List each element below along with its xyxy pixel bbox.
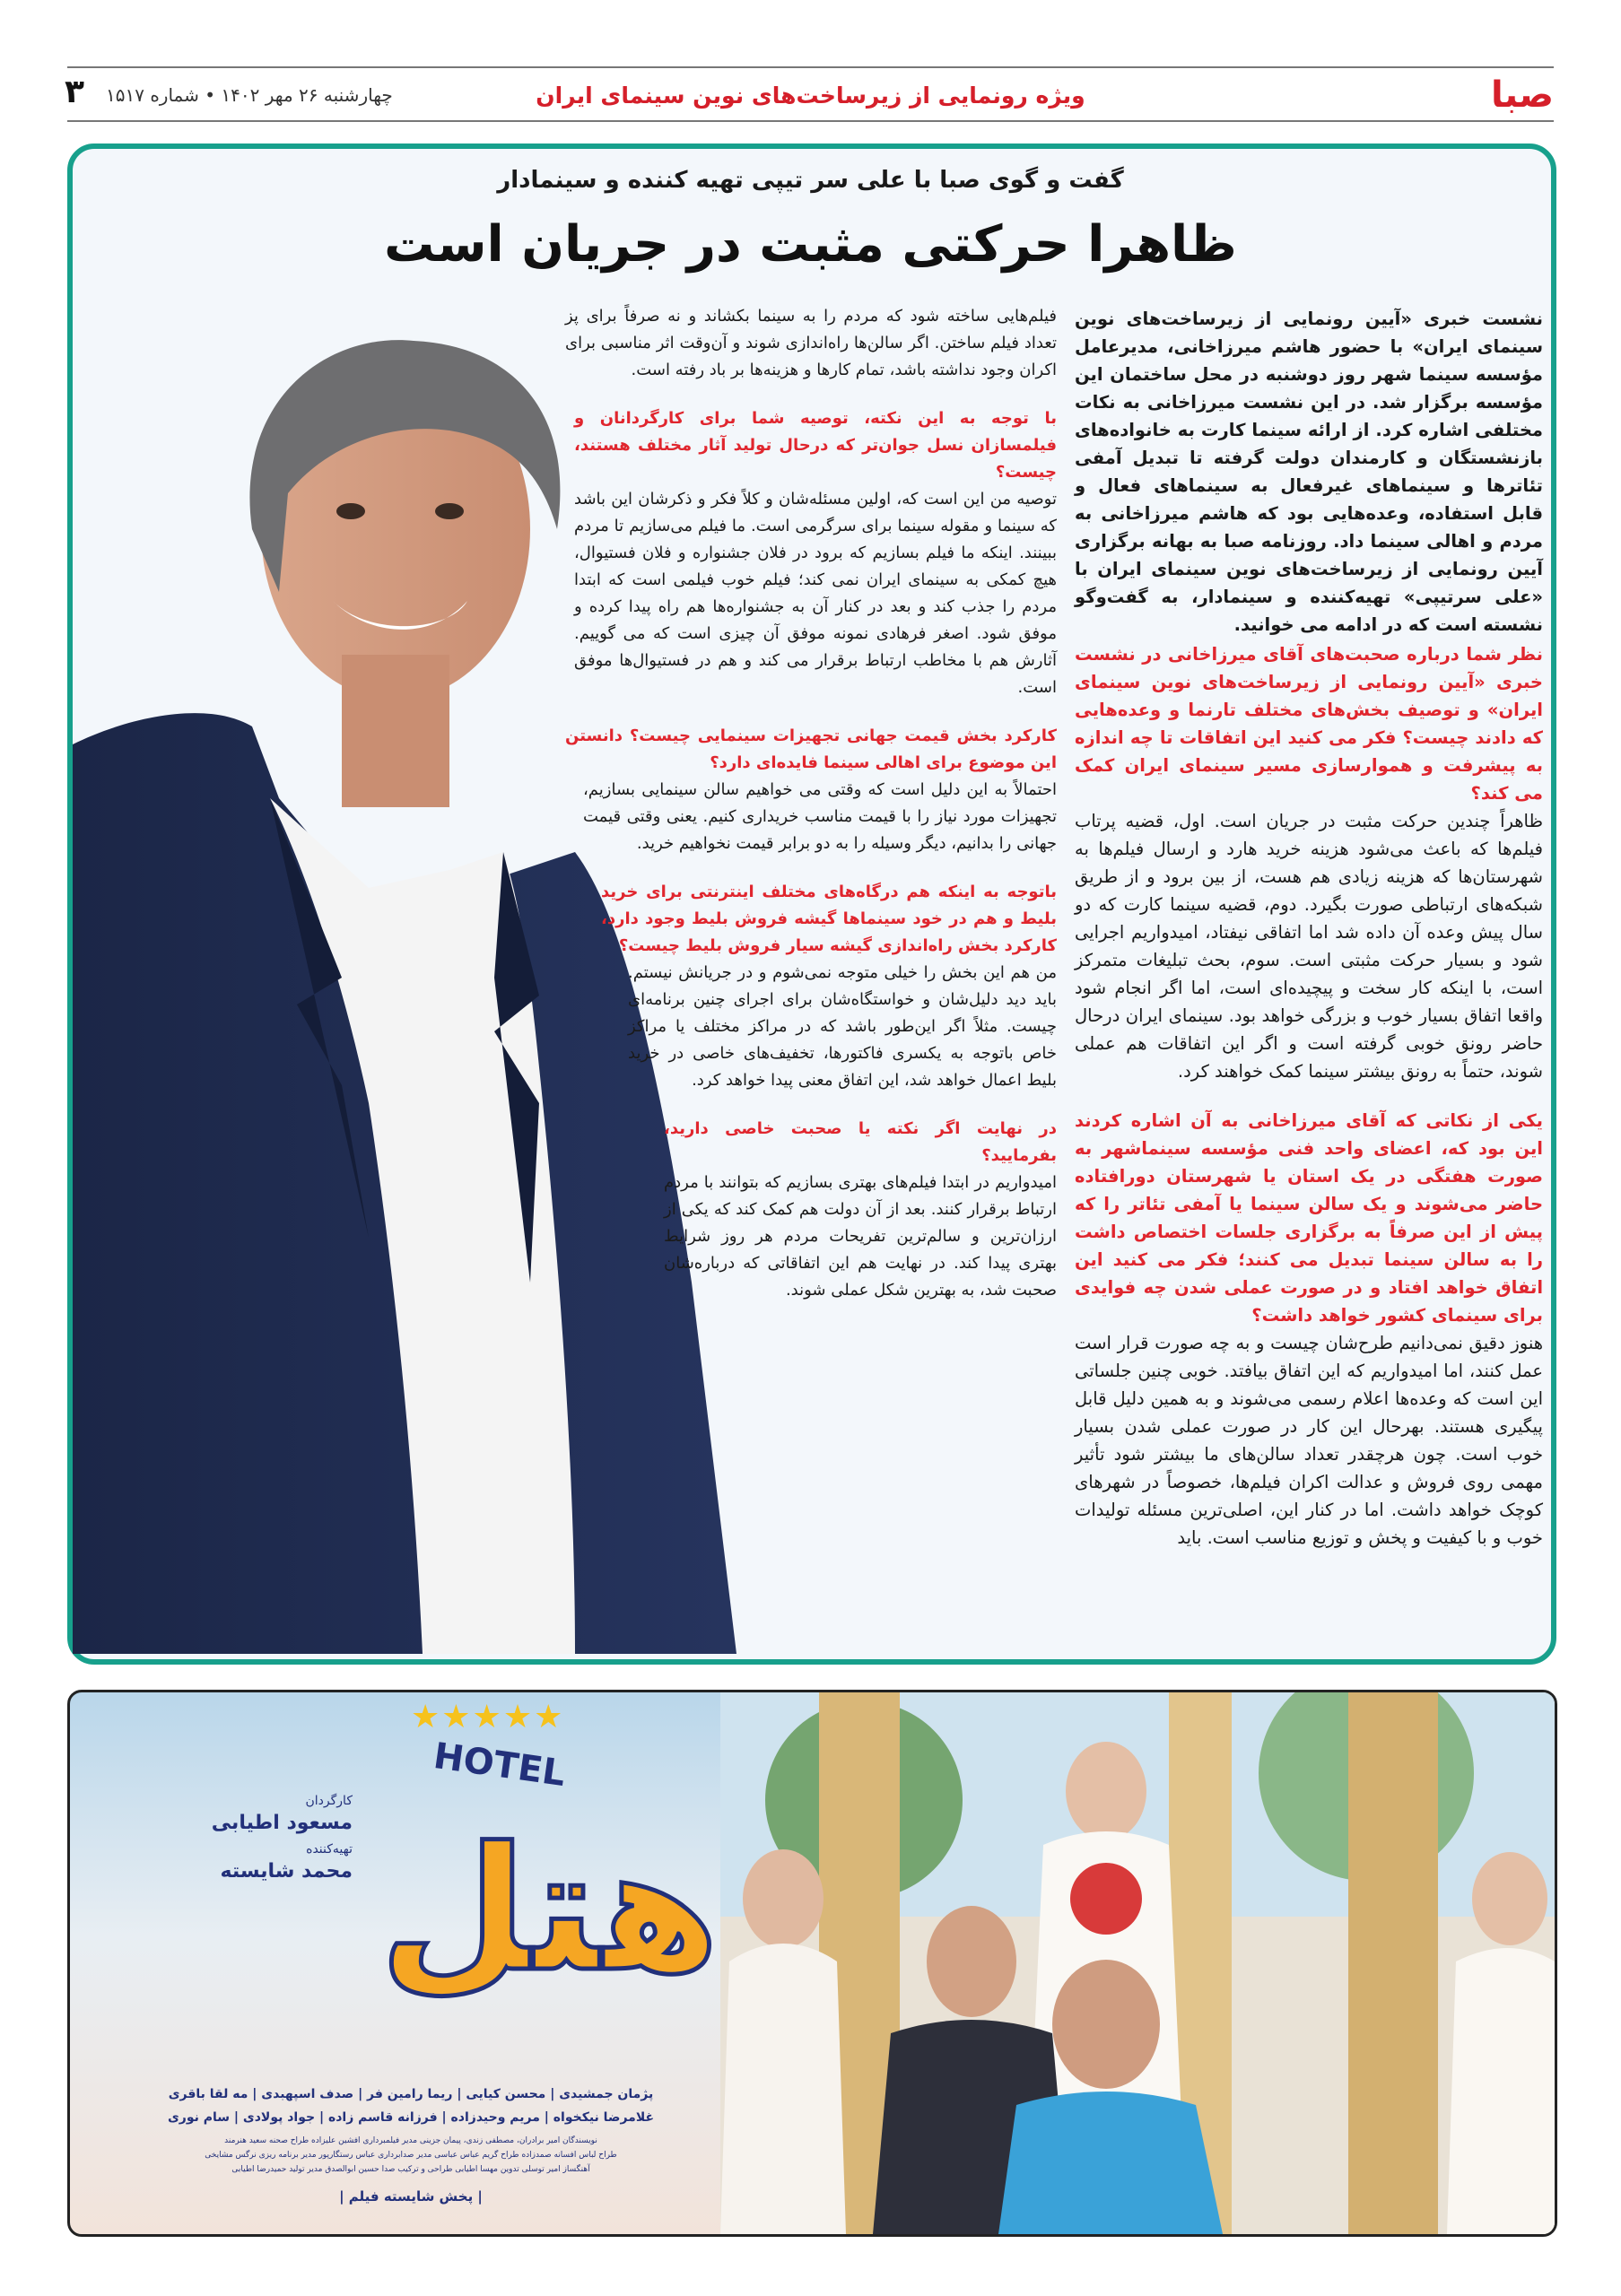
director-name: مسعود اطیابی xyxy=(211,1812,353,1834)
interview-question: در نهایت اگر نکته یا صحبت خاصی دارید، بفرمایید؟ xyxy=(664,1119,1057,1165)
header-bottom-rule xyxy=(67,120,1554,122)
article-middle-column xyxy=(565,303,1057,1304)
article-headline: ظاهرا حرکتی مثبت در جریان است xyxy=(384,215,1237,274)
producer-label: تهیه‌کننده xyxy=(306,1842,353,1857)
distributor: | پخش شایسته فیلم | xyxy=(339,2188,483,2205)
poster-title-en: HOTEL xyxy=(431,1735,569,1796)
dateline: چهارشنبه ۲۶ مهر ۱۴۰۲ • شماره ۱۵۱۷ xyxy=(106,84,393,106)
interview-question: باتوجه به اینکه هم درگاه‌های مختلف اینترنتی برای خرید بلیط و هم در خود سینماها گیشه فروش بلیط وجود دارد، کارکرد بخش راه‌اندازی گیشه سیار فروش بلیط چیست؟ xyxy=(601,883,1057,955)
film-poster-ad xyxy=(67,1690,1557,2237)
interview-question: کارکرد بخش قیمت جهانی تجهیزات سینمایی چیست؟ دانستن این موضوع برای اهالی سینما فایده‌ای دارد؟ xyxy=(565,726,1057,772)
credits-line-1: نویسندگان امیر برادران، مصطفی زندی، پیمان جزینی مدیر فیلمبرداری افشین علیزاده طراح صحنه سعید هنرمند xyxy=(224,2136,597,2145)
newspaper-logo: صبا xyxy=(1491,74,1554,116)
director-label: کارگردان xyxy=(305,1794,353,1808)
interview-answer: توصیه من این است که، اولین مسئله‌شان و کلاً فکر و ذکرشان این باشد که سینما و مقوله سینما برای سرگرمی است. ما فیلم می‌سازیم تا مردم ببینند. اینکه ما فیلم بسازیم که برود در فلان جشنواره و فلان فستیوال، هیچ کمکی به سینمای ایران نمی کند؛ فیلم خوب فیلمی است که ابتدا مردم را جذب کند و بعد در کنار آن به جشنواره‌ها هم راه پیدا کرده و موفق شود. اصغر فرهادی نمونه موفق آن چیزی است که می گوییم. آثارش هم با مخاطب ارتباط برقرار می کند و هم در فستیوال‌ها موفق است. xyxy=(574,490,1057,697)
credits-line-2: طراح لباس افسانه صمدزاده طراح گریم عباس عباسی مدیر صدابرداری عباس رستگارپور مدیر برنامه ریزی نرگس مشایخی xyxy=(205,2151,617,2160)
interview-question: یکی از نکاتی که آقای میرزاخانی به آن اشاره کردند این بود که، اعضای واحد فنی مؤسسه سینماشهر به صورت هفتگی در یک استان یا شهرستان دورافتاده حاضر می‌شوند و یک سالن سینما یا آمفی تئاتر را که پیش از این صرفاً به برگزاری جلسات اختصاص داشت را به سالن سینما تبدیل می کنند؛ فکر می کنید این اتفاق خواهد افتاد و در صورت عملی شدن چه فوایدی برای سینمای کشور خواهد داشت؟ xyxy=(1075,1110,1543,1326)
article-right-column xyxy=(1075,305,1543,1552)
credits-line-3: آهنگساز امیر توسلی تدوین مهسا اطیابی طراحی و ترکیب صدا حسین ابوالصدق مدیر تولید حمیدرضا اطیابی xyxy=(231,2165,590,2174)
article-intro: نشست خبری «آیین رونمایی از زیرساخت‌های نوین سینمای ایران» با حضور هاشم میرزاخانی، مدیرعامل مؤسسه سینما شهر روز دوشنبه در محل ساختمان این مؤسسه برگزار شد. در این نشست میرزاخانی به نکات مختلفی اشاره کرد. از ارائه سینما کارت به خانواده‌های بازنشستگان و کارمندان دولت گرفته تا تبدیل آمفی تئاترها و سینماهای غیرفعال به سینماهای فعال و قابل استفاده، وعده‌هایی بود که هاشم میرزاخانی به مردم و اهالی سینما داد. روزنامه صبا به بهانه برگزاری آیین رونمایی از زیرساخت‌های نوین سینمای ایران با «علی سرتیپی» تهیه‌کننده و سینمادار، به گفت‌وگو نشسته است که در ادامه می خوانید. xyxy=(1075,309,1543,635)
header-top-rule xyxy=(67,66,1554,68)
interview-answer: احتمالاً به این دلیل است که وقتی می خواهیم سالن سینمایی بسازیم، تجهیزات مورد نیاز را با قیمت مناسب خریداری کنیم. یعنی وقتی قیمت جهانی را بدانیم، دیگر وسیله را به دو برابر قیمت نخواهیم خرید. xyxy=(583,780,1057,853)
interview-answer: ظاهراً چندین حرکت مثبت در جریان است. اول، قضیه پرتاب فیلم‌ها که باعث می‌شود هزینه خرید هارد و ارسال فیلم‌ها به شهرستان‌ها که هزینه زیادی هم هست، از بین برود و از طریق شبکه‌های ارتباطی صورت بگیرد. دوم، قضیه سینما کارت که دو سال پیش وعده آن داده شد اما اتفاقی نیفتاد، امیدواریم اجرایی شود و بسیار حرکت مثبتی است. سوم، بحث تبلیغات متمرکز است، با اینکه کار سخت و پیچیده‌ای است، اما اگر انجام شود واقعا اتفاق بسیار خوب و بزرگی خواهد بود. سینمای ایران درحال حاضر رونق خوبی گرفته است و اگر این اتفاقات هم عملی شوند، حتماً به رونق بیشتر سینما کمک خواهند کرد. xyxy=(1075,811,1543,1082)
poster-cast-photo xyxy=(720,1692,1555,2234)
poster-title-fa: هتل xyxy=(379,1811,719,2009)
interview-answer: فیلم‌هایی ساخته شود که مردم را به سینما بکشاند و نه صرفاً برای پز تعداد فیلم ساختن. اگر سالن‌ها راه‌اندازی شوند و آن‌وقت اثر مناسبی برای اکران وجود نداشته باشد، تمام کارها و هزینه‌ها بر باد رفته است. xyxy=(565,307,1057,379)
article-subtitle: گفت و گوی صبا با علی سر تیپی تهیه کننده و سینمادار xyxy=(497,167,1124,194)
interview-question: نظر شما درباره صحبت‌های آقای میرزاخانی در نشست خبری «آیین رونمایی از زیرساخت‌های نوین سینمای ایران» و توصیف بخش‌های مختلف تارنما و وعده‌هایی که دادند چیست؟ فکر می کنید این اتفاقات تا چه اندازه به پیشرفت و هموارسازی مسیر سینمای ایران کمک می کند؟ xyxy=(1075,644,1543,804)
cast-line-1: پژمان جمشیدی | محسن کیایی | ریما رامین فر | صدف اسپهبدی | مه لقا باقری xyxy=(168,2087,654,2101)
cast-line-2: غلامرضا نیکخواه | مریم وحیدزاده | فرزانه قاسم زاده | جواد پولادی | سام نوری xyxy=(167,2110,655,2125)
interview-answer: امیدواریم در ابتدا فیلم‌های بهتری بسازیم که بتوانند با مردم ارتباط برقرار کنند. بعد از آن دولت هم کمک کند که یکی از ارزان‌ترین و سالم‌ترین تفریحات مردم هر روز شرایط بهتری پیدا کند. در نهایت هم این اتفاقاتی که درباره‌شان صحبت شد، به بهترین شکل عملی شوند. xyxy=(664,1173,1057,1300)
interview-answer: من هم این بخش را خیلی متوجه نمی‌شوم و در جریانش نیستم. باید دید دلیل‌شان و خواستگاه‌شان برای اجرای چنین برنامه‌ای چیست. مثلاً اگر این‌طور باشد که در مراکز مختلف یا مراکز خاص باتوجه به یکسری فاکتورها، تخفیف‌های خاصی در خرید بلیط اعمال خواهد شد، این اتفاق معنی پیدا خواهد کرد. xyxy=(628,963,1057,1090)
producer-name: محمد شایسته xyxy=(220,1860,353,1883)
interview-answer: هنوز دقیق نمی‌دانیم طرح‌شان چیست و به چه صورت قرار است عمل کنند، اما امیدواریم که این اتفاق بیافتد. خوبی چنین جلساتی این است که وعده‌ها اعلام رسمی می‌شوند و به همین دلیل قابل پیگیری هستند. بهرحال این کار در صورت عملی شدن بسیار خوب است. چون هرچقدر تعداد سالن‌های ما بیشتر شود تأثیر مهمی روی فروش و عدالت اکران فیلم‌ها، خصوصاً در شهرهای کوچک خواهد داشت. اما در کنار این، اصلی‌ترین مسئله تولیدات خوب و با کیفیت و پخش و توزیع مناسب است. باید xyxy=(1075,1333,1543,1548)
section-title: ویژه رونمایی از زیرساخت‌های نوین سینمای ایران xyxy=(536,83,1085,109)
interview-question: با توجه به این نکته، توصیه شما برای کارگردانان و فیلمسازان نسل جوان‌تر که درحال تولید آثار مختلف هستند، چیست؟ xyxy=(574,409,1057,482)
star-rating-icon: ★★★★★ xyxy=(411,1699,565,1735)
page-number: ۳ xyxy=(65,74,84,110)
